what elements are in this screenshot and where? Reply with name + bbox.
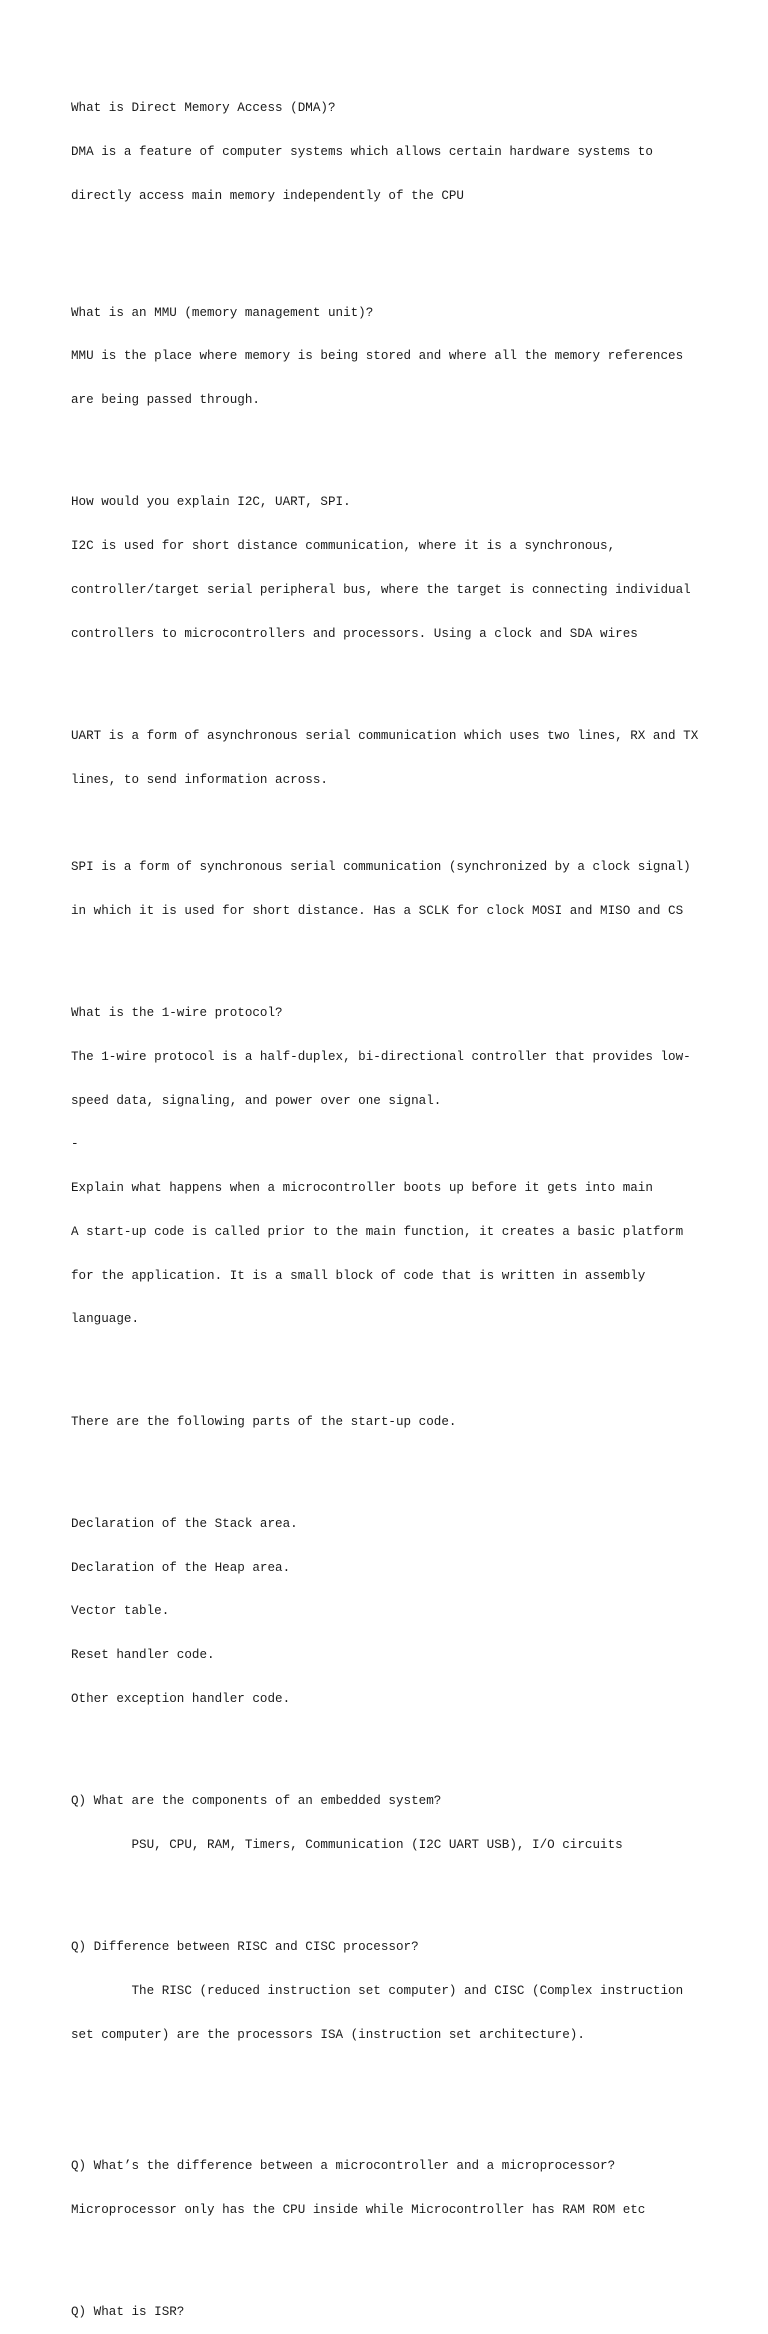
answer-line: for the application. It is a small block of code that is written in assembly [71,1268,646,1283]
spacer [71,1882,761,1911]
answer-line: The RISC (reduced instruction set computer) and CISC (Complex instruction [71,1983,684,1998]
answer-line: A start-up code is called prior to the main function, it creates a basic platform [71,1224,684,1239]
answer-line: directly access main memory independently of the CPU [71,188,464,203]
question-i2c-uart-spi: How would you explain I2C, UART, SPI. [71,495,351,510]
list-item: Declaration of the Stack area. [71,1516,298,1531]
answer-line: Microprocessor only has the CPU inside while Microcontroller has RAM ROM etc [71,2202,646,2217]
answer-line: controllers to microcontrollers and processors. Using a clock and SDA wires [71,626,638,641]
answer-line: controller/target serial peripheral bus, where the target is connecting individual [71,582,691,597]
question-mcu-vs-mpu: Q) What’s the difference between a microcontroller and a microprocessor? [71,2158,616,2173]
answer-line: speed data, signaling, and power over one signal. [71,1093,442,1108]
answer-line: language. [71,1312,140,1327]
spacer [71,1356,761,1385]
spacer [71,1458,761,1487]
list-item: Vector table. [71,1604,170,1619]
answer-line: set computer) are the processors ISA (instruction set architecture). [71,2027,585,2042]
question-mmu: What is an MMU (memory management unit)? [71,305,374,320]
separator-dash: - [71,1137,79,1152]
spacer [71,233,761,277]
question-dma: What is Direct Memory Access (DMA)? [71,101,336,116]
question-boot: Explain what happens when a microcontroller boots up before it gets into main [71,1181,653,1196]
question-components: Q) What are the components of an embedded system? [71,1794,442,1809]
paragraph: There are the following parts of the start-up code. [71,1414,457,1429]
answer-line: are being passed through. [71,393,260,408]
spacer [71,670,761,699]
spacer [71,1736,761,1765]
answer-line: I2C is used for short distance communication, where it is a synchronous, [71,539,616,554]
spacer [71,948,761,977]
list-item: Reset handler code. [71,1648,215,1663]
answer-line: PSU, CPU, RAM, Timers, Communication (I2C UART USB), I/O circuits [71,1837,623,1852]
answer-line: UART is a form of asynchronous serial communication which uses two lines, RX and TX [71,728,699,743]
answer-line: SPI is a form of synchronous serial communication (synchronized by a clock signal) [71,860,691,875]
question-1-wire: What is the 1-wire protocol? [71,1006,283,1021]
spacer [71,816,761,831]
answer-line: in which it is used for short distance. Has a SCLK for clock MOSI and MISO and CS [71,903,684,918]
question-risc-cisc: Q) Difference between RISC and CISC processor? [71,1940,419,1955]
spacer [71,437,761,466]
answer-line: MMU is the place where memory is being stored and where all the memory references [71,349,684,364]
answer-line: The 1-wire protocol is a half-duplex, bi-directional controller that provides low- [71,1049,691,1064]
answer-line: lines, to send information across. [71,772,328,787]
list-item: Declaration of the Heap area. [71,1560,291,1575]
spacer [71,2071,761,2129]
list-item: Other exception handler code. [71,1691,291,1706]
answer-line: DMA is a feature of computer systems which allows certain hardware systems to [71,144,653,159]
document-page [71,72,761,2334]
question-isr: Q) What is ISR? [71,2304,185,2319]
spacer [71,2247,761,2276]
